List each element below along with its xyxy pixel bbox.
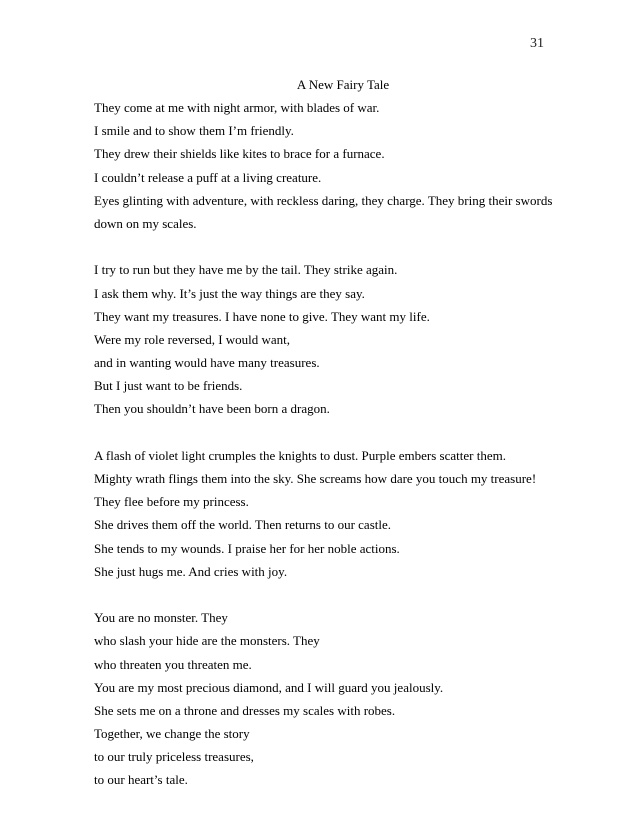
poem-line: I ask them why. It’s just the way things are they say. — [94, 285, 365, 301]
poem-line: who threaten you threaten me. — [94, 656, 252, 672]
stanza-break — [94, 235, 554, 258]
poem-title: A New Fairy Tale — [296, 77, 390, 92]
poem-line: They drew their shields like kites to brace for a furnace. — [94, 146, 385, 162]
poem-line: She tends to my wounds. I praise her for her noble actions. — [94, 540, 400, 556]
poem-line: They come at me with night armor, with blades of war. — [94, 100, 380, 115]
poem-line: who slash your hide are the monsters. They — [94, 633, 320, 649]
stanza — [94, 444, 554, 583]
poem-line: I couldn’t release a puff at a living creature. — [94, 169, 322, 185]
poem-line: Then you shouldn’t have been born a dragon. — [94, 401, 330, 417]
poem-line: I smile and to show them I’m friendly. — [94, 123, 294, 139]
page-number: 31 — [530, 36, 544, 51]
poem-line: down on my scales. — [94, 215, 197, 231]
stanza — [94, 606, 554, 792]
poem-line: Eyes glinting with adventure, with reckless daring, they charge. They bring their swords — [94, 192, 553, 208]
poem-line: I try to run but they have me by the tail. They strike again. — [94, 262, 398, 278]
poem-line: to our heart’s tale. — [94, 772, 188, 788]
poem-line: You are no monster. They — [94, 610, 228, 626]
stanza — [94, 96, 554, 235]
poem-line: to our truly priceless treasures, — [94, 749, 254, 765]
poem-line: They flee before my princess. — [94, 494, 249, 510]
poem-line: But I just want to be friends. — [94, 378, 243, 394]
poem-line: She just hugs me. And cries with joy. — [94, 563, 288, 579]
poem-line: You are my most precious diamond, and I will guard you jealously. — [94, 679, 444, 695]
poem-line: Mighty wrath flings them into the sky. She screams how dare you touch my treasure! — [94, 471, 537, 486]
stanza — [94, 258, 554, 420]
poem-line: She sets me on a throne and dresses my scales with robes. — [94, 702, 396, 718]
stanza-break — [94, 583, 554, 606]
poem-line: She drives them off the world. Then returns to our castle. — [94, 517, 392, 533]
poem-line: A flash of violet light crumples the knights to dust. Purple embers scatter them. — [94, 447, 506, 463]
poem-line: Were my role reversed, I would want, — [94, 331, 291, 347]
stanza-break — [94, 421, 554, 444]
poem-line: and in wanting would have many treasures. — [94, 355, 320, 371]
poem-body — [94, 96, 554, 792]
poem-line: They want my treasures. I have none to give. They want my life. — [94, 308, 430, 324]
poem-line: Together, we change the story — [94, 726, 250, 742]
